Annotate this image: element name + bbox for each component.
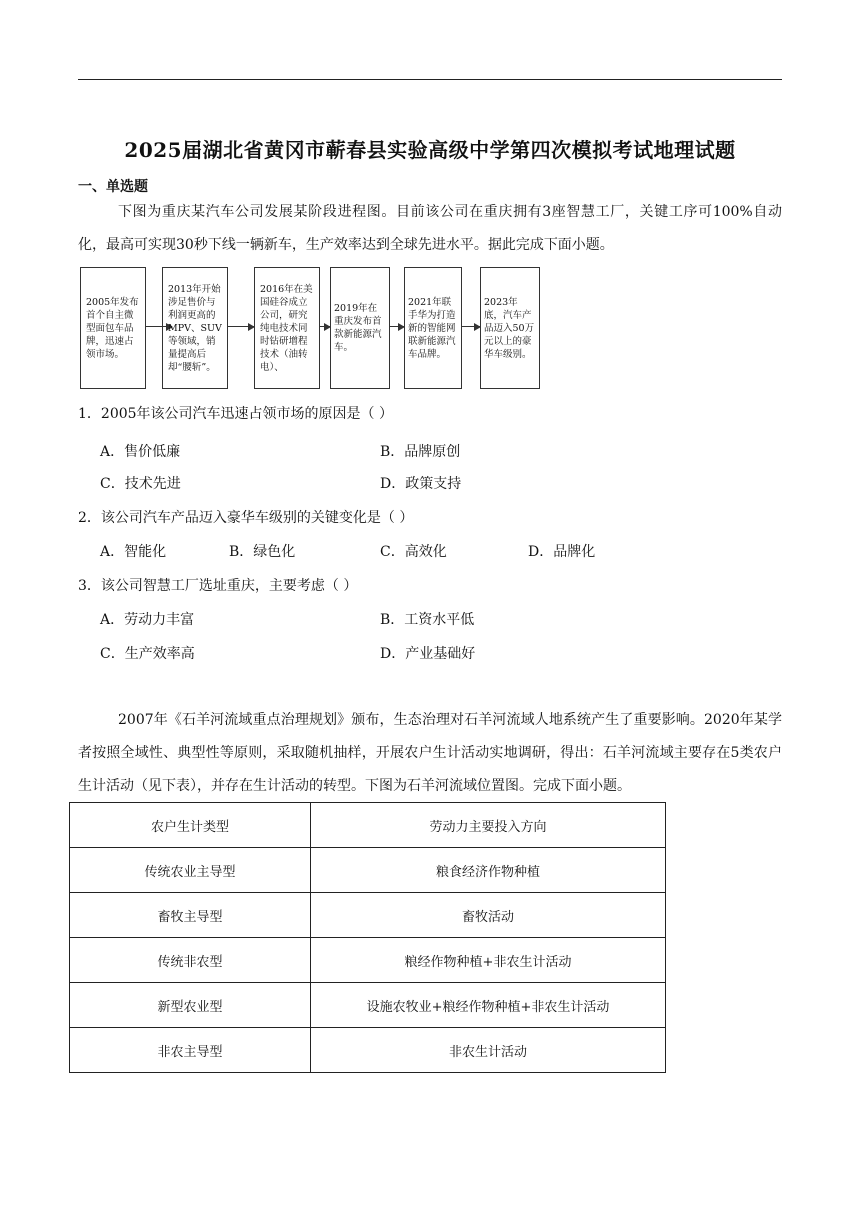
table-cell: 传统非农型 (70, 938, 311, 983)
q3-option-a[interactable]: A．劳动力丰富 (100, 612, 195, 628)
arrow-icon (462, 326, 480, 327)
question-2-stem: 2．该公司汽车产品迈入豪华车级别的关键变化是（ ） (78, 510, 414, 526)
q3-option-c[interactable]: C．生产效率高 (100, 646, 195, 662)
table-cell: 非农主导型 (70, 1028, 311, 1073)
q1-option-b[interactable]: B．品牌原创 (380, 444, 461, 460)
arrow-icon (390, 326, 404, 327)
q1-option-a[interactable]: A．售价低廉 (100, 444, 181, 460)
q2-option-d[interactable]: D．品牌化 (528, 544, 596, 560)
flow-box-text: 2005年发布首个自主微型面包车品牌，迅速占领市场。 (86, 296, 139, 360)
intro-paragraph-2: 2007年《石羊河流域重点治理规划》颁布，生态治理对石羊河流域人地系统产生了重要影响。2020年某学者按照全域性、典型性等原则，采取随机抽样，开展农户生计活动实地调研，得出：石羊河流域主要存在5类农户生计活动（见下表），并存在生计活动的转型。下图为石羊河流域位置图。完成下面小题。 (78, 712, 782, 794)
table-cell: 非农生计活动 (311, 1028, 666, 1073)
q2-option-b[interactable]: B．绿色化 (229, 544, 296, 560)
flow-box-2005 (80, 267, 146, 389)
flow-box-text: 2019年在重庆发布首款新能源汽车。 (334, 303, 382, 353)
header-rule (78, 79, 782, 80)
flow-box-2019 (330, 267, 390, 389)
q3-option-b[interactable]: B．工资水平低 (380, 612, 475, 628)
q2-option-a[interactable]: A．智能化 (100, 544, 167, 560)
q2-option-c[interactable]: C．高效化 (380, 544, 447, 560)
flow-box-text: 2013年开始涉足售价与利润更高的MPV、SUV等领域，销量提高后却“腰斩”。 (168, 283, 222, 373)
flow-box-2021 (404, 267, 462, 389)
table-row (70, 1028, 666, 1073)
q1-option-c[interactable]: C．技术先进 (100, 476, 181, 492)
table-cell: 粮食经济作物种植 (311, 848, 666, 893)
flow-box-2013 (162, 267, 228, 389)
table-cell: 新型农业型 (70, 983, 311, 1028)
livelihood-table (69, 802, 666, 1073)
table-cell: 畜牧活动 (311, 893, 666, 938)
page-title: 2025届湖北省黄冈市蕲春县实验高级中学第四次模拟考试地理试题 (124, 138, 736, 162)
table-row (70, 893, 666, 938)
question-1-stem: 1．2005年该公司汽车迅速占领市场的原因是（ ） (78, 406, 393, 422)
question-3-stem: 3．该公司智慧工厂选址重庆，主要考虑（ ） (78, 578, 358, 594)
flowchart (80, 267, 540, 391)
table-cell: 设施农牧业+粮经作物种植+非农生计活动 (311, 983, 666, 1028)
flow-box-text: 2021年联手华为打造新的智能网联新能源汽车品牌。 (408, 296, 456, 360)
table-header-row (70, 803, 666, 848)
table-header-cell: 劳动力主要投入方向 (311, 803, 666, 848)
table-cell: 畜牧主导型 (70, 893, 311, 938)
q3-option-d[interactable]: D．产业基础好 (380, 646, 476, 662)
q1-option-d[interactable]: D．政策支持 (380, 476, 462, 492)
table-cell: 粮经作物种植+非农生计活动 (311, 938, 666, 983)
table-cell: 传统农业主导型 (70, 848, 311, 893)
flow-box-2023 (480, 267, 540, 389)
flow-box-text: 2023年底，汽车产品迈入50万元以上的豪华车级别。 (484, 296, 535, 360)
table-row (70, 938, 666, 983)
section-heading: 一、单选题 (78, 179, 148, 195)
table-row (70, 983, 666, 1028)
flow-box-text: 2016年在美国硅谷成立公司，研究纯电技术同时钻研增程技术（油转电）、 (260, 283, 313, 373)
arrow-icon (320, 326, 330, 327)
table-header-cell: 农户生计类型 (70, 803, 311, 848)
table-row (70, 848, 666, 893)
arrow-icon (228, 326, 254, 327)
intro-paragraph-1: 下图为重庆某汽车公司发展某阶段进程图。目前该公司在重庆拥有3座智慧工厂，关键工序可100%自动化，最高可实现30秒下线一辆新车，生产效率达到全球先进水平。据此完成下面小题。 (78, 204, 782, 253)
flow-box-2016 (254, 267, 320, 389)
